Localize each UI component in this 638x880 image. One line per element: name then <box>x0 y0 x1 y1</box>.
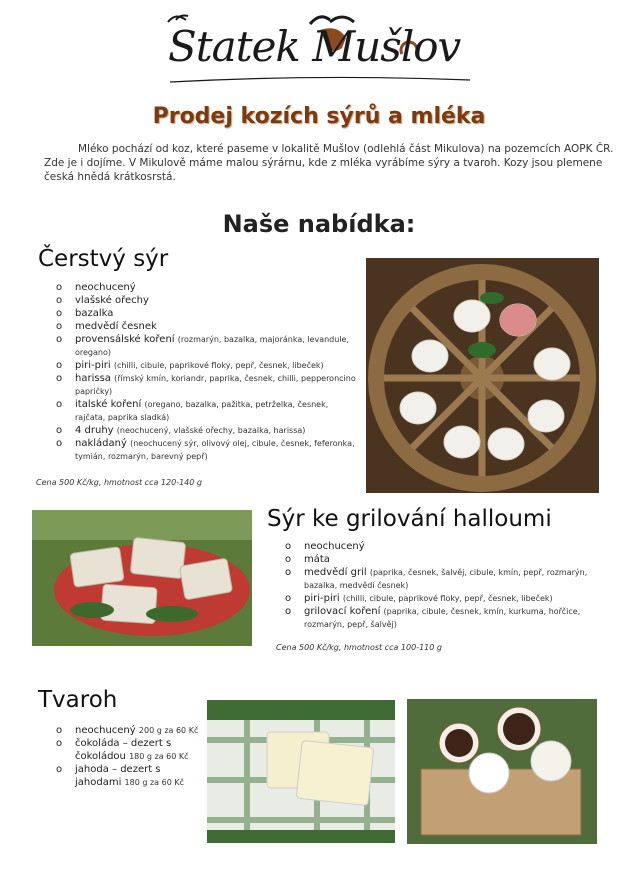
tvaroh-photo <box>207 700 395 843</box>
item-name: piri-piri <box>75 360 111 371</box>
tvaroh-illustration <box>207 700 395 843</box>
fresh-cheese-list <box>56 281 356 463</box>
offer-heading: Naše nabídka: <box>222 210 416 238</box>
item-name: piri-piri <box>304 593 340 604</box>
list-item <box>56 359 356 372</box>
item-name: vlašské ořechy <box>75 295 149 306</box>
list-item <box>56 398 356 424</box>
list-item <box>56 333 356 359</box>
item-name: čokoláda – dezert s čokoládou <box>75 738 172 762</box>
bullet-icon: o <box>285 567 292 578</box>
item-name: medvědí gril <box>304 567 367 578</box>
dessert-jars-illustration <box>407 699 597 844</box>
bullet-icon: o <box>56 373 63 384</box>
list-item <box>56 320 356 333</box>
intro-paragraph: Mléko pochází od koz, které paseme v lokalitě Mušlov (odlehlá část Mikulova) na pozemcích AOPK ČR. Zde je i dojíme. V Mikulově máme malou sýrárnu, kde z mléka vyrábíme sýry a tvaroh. Kozy jsou plemene česká hnědá krátkosrstá. <box>44 143 614 183</box>
item-name: provensálské koření <box>75 334 175 345</box>
halloumi-price: Cena 500 Kč/kg, hmotnost cca 100-110 g <box>276 643 442 652</box>
item-name: neochucený <box>75 725 136 736</box>
list-item <box>285 553 595 566</box>
bullet-icon: o <box>285 606 292 617</box>
item-note: (chilli, cibule, paprikové floky, pepř, česnek, libeček) <box>113 361 324 370</box>
item-name: harissa <box>75 373 111 384</box>
list-item <box>56 294 356 307</box>
list-item <box>56 372 356 398</box>
list-item <box>56 424 356 437</box>
tvaroh-list <box>56 724 206 789</box>
bullet-icon: o <box>56 295 63 306</box>
item-note: (římský kmín, koriandr, paprika, česnek, chilli, pepperoncino papričky) <box>75 374 356 396</box>
bullet-icon: o <box>56 321 63 332</box>
halloumi-photo <box>32 510 252 646</box>
item-name: máta <box>304 554 330 565</box>
item-note: 180 g za 60 Kč <box>124 778 184 787</box>
fresh-cheese-price: Cena 500 Kč/kg, hmotnost cca 120-140 g <box>36 478 202 487</box>
bullet-icon: o <box>56 438 63 449</box>
bullet-icon: o <box>56 725 63 736</box>
bullet-icon: o <box>56 738 63 749</box>
item-name: 4 druhy <box>75 425 114 436</box>
bullet-icon: o <box>56 360 63 371</box>
list-item <box>285 566 595 592</box>
bullet-icon: o <box>56 334 63 345</box>
list-item <box>285 605 595 631</box>
item-note: (rozmarýn, bazalka, majoránka, levandule, oregano) <box>75 335 349 357</box>
item-name: neochucený <box>75 282 136 293</box>
item-note: (chilli, cibule, paprikové floky, pepř, česnek, libeček) <box>342 594 553 603</box>
list-item <box>56 737 206 763</box>
dessert-jars-photo <box>407 699 597 844</box>
list-item <box>285 592 595 605</box>
bullet-icon: o <box>285 593 292 604</box>
item-name: nakládaný <box>75 438 127 449</box>
logo-text: Statek Mušlov <box>168 22 461 71</box>
item-name: bazalka <box>75 308 114 319</box>
section-title-fresh-cheese: Čerstvý sýr <box>38 246 169 272</box>
bullet-icon: o <box>285 554 292 565</box>
page-title: Prodej kozích sýrů a mléka <box>152 104 486 129</box>
halloumi-illustration <box>32 510 252 646</box>
item-name: jahoda – dezert s jahodami <box>75 764 161 788</box>
list-item <box>56 437 356 463</box>
bullet-icon: o <box>56 399 63 410</box>
item-note: (paprika, cibule, česnek, kmín, kurkuma, hořčice, rozmarýn, pepř, šalvěj) <box>304 607 581 629</box>
list-item <box>56 763 206 789</box>
list-item <box>56 281 356 294</box>
list-item <box>56 307 356 320</box>
item-note: (neochucený, vlašské ořechy, bazalka, harissa) <box>116 426 306 435</box>
item-note: 180 g za 60 Kč <box>129 752 189 761</box>
list-item <box>56 724 206 737</box>
item-note: 200 g za 60 Kč <box>138 726 199 735</box>
bullet-icon: o <box>56 425 63 436</box>
cheese-wheel-illustration <box>366 258 599 493</box>
section-title-tvaroh: Tvaroh <box>38 687 118 713</box>
item-name: medvědí česnek <box>75 321 157 332</box>
list-item <box>285 540 595 553</box>
bullet-icon: o <box>56 764 63 775</box>
section-title-halloumi: Sýr ke grilování halloumi <box>267 506 552 532</box>
item-note: (neochucený sýr, olivový olej, cibule, česnek, feferonka, tymián, rozmarýn, barevný pepř) <box>75 439 355 461</box>
item-name: neochucený <box>304 541 365 552</box>
bullet-icon: o <box>56 282 63 293</box>
item-note: (paprika, česnek, šalvěj, cibule, kmín, pepř, rozmarýn, bazalka, medvědí česnek) <box>304 568 588 590</box>
bullet-icon: o <box>285 541 292 552</box>
item-name: italské koření <box>75 399 142 410</box>
bullet-icon: o <box>56 308 63 319</box>
item-note: (oregano, bazalka, pažitka, petrželka, česnek, rajčata, paprika sladká) <box>75 400 329 422</box>
item-name: grilovací koření <box>304 606 381 617</box>
cheese-wheel-photo <box>366 258 599 493</box>
halloumi-list <box>285 540 595 631</box>
